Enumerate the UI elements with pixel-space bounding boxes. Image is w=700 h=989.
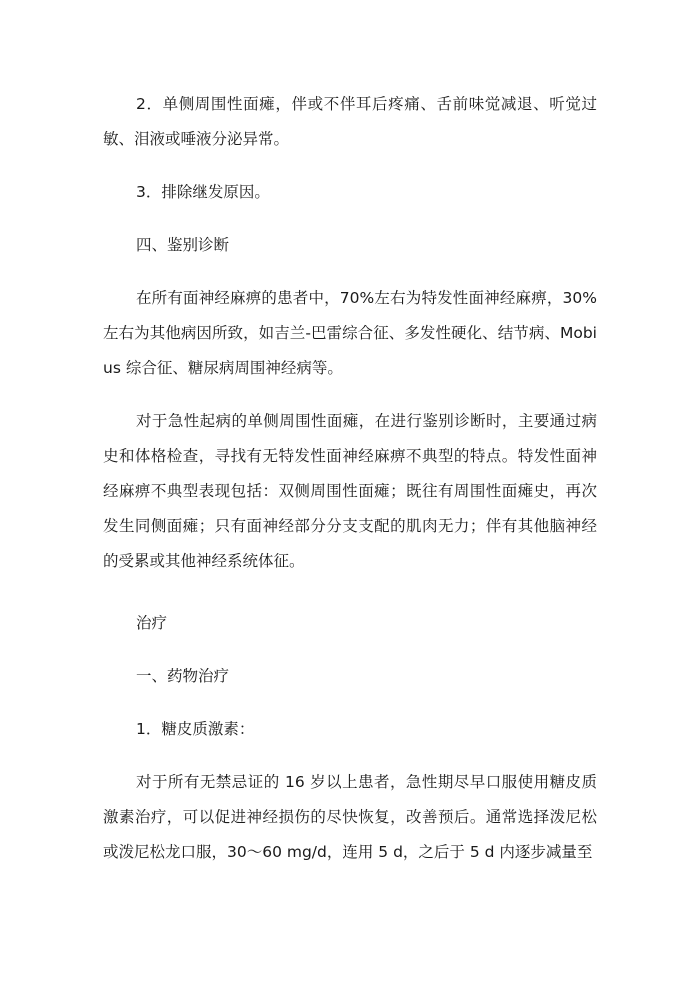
paragraph-glucocorticoid-therapy: 对于所有无禁忌证的 16 岁以上患者，急性期尽早口服使用糖皮质激素治疗，可以促进神经损伤的尽快恢复，改善预后。通常选择泼尼松或泼尼松龙口服，30～60 mg/d，连用 5 d，之后于 5 d 内逐步减量至: [103, 773, 597, 861]
paragraph-diagnosis-criterion-3: 3．排除继发原因。: [136, 183, 270, 201]
heading-treatment: 治疗: [136, 614, 168, 632]
paragraph-diagnosis-criterion-2: 2．单侧周围性面瘫，伴或不伴耳后疼痛、舌前味觉减退、听觉过敏、泪液或唾液分泌异常。: [103, 95, 597, 148]
heading-differential-diagnosis: 四、鉴别诊断: [136, 236, 230, 254]
paragraph-atypical-features: 对于急性起病的单侧周围性面瘫，在进行鉴别诊断时，主要通过病史和体格检查，寻找有无特发性面神经麻痹不典型的特点。特发性面神经麻痹不典型表现包括：双侧周围性面瘫；既往有周围性面瘫史，再次发生同侧面瘫；只有面神经部分分支支配的肌肉无力；伴有其他脑神经的受累或其他神经系统体征。: [103, 412, 597, 570]
heading-glucocorticoids: 1．糖皮质激素：: [136, 720, 255, 738]
paragraph-differential-causes: 在所有面神经麻痹的患者中，70%左右为特发性面神经麻痹，30%左右为其他病因所致，如吉兰-巴雷综合征、多发性硬化、结节病、Mobius 综合征、糖尿病周围神经病等。: [103, 289, 597, 377]
heading-drug-therapy: 一、药物治疗: [136, 667, 230, 685]
